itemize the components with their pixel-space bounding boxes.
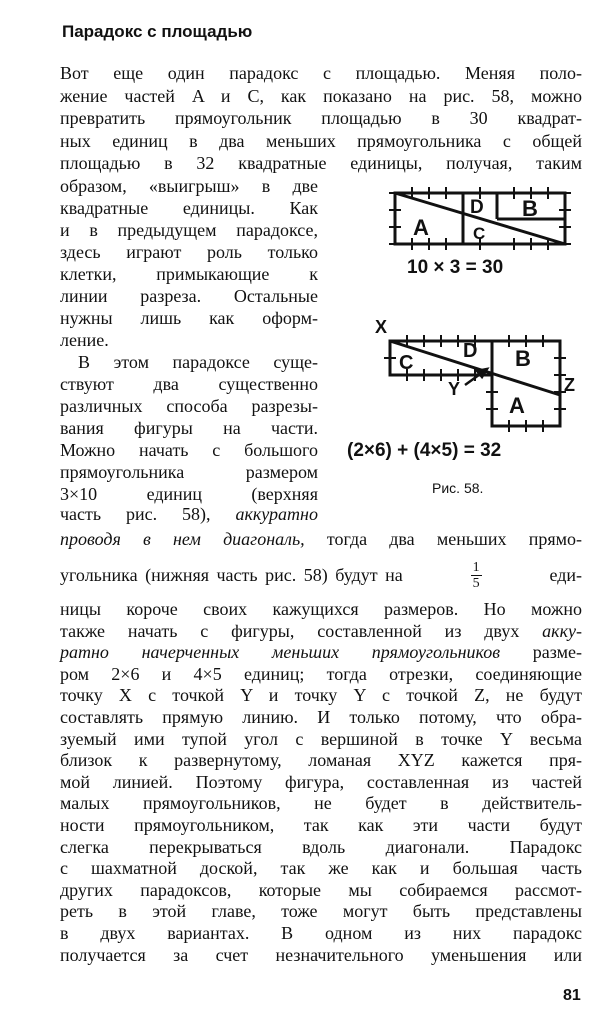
text-line: В этом парадоксе суще-	[78, 352, 318, 372]
figure-bottom	[345, 313, 590, 463]
text-fragment: мой линией. Поэтому фигура, составленная из частей	[60, 771, 582, 792]
text-fragment: других парадоксов, которые мы собираемся рассмот-	[60, 879, 582, 900]
label-z: Z	[564, 375, 575, 395]
label-b: B	[515, 346, 531, 371]
text-fragment: реть в этой главе, тоже могут быть представлены	[60, 901, 582, 922]
text-line	[60, 792, 582, 814]
text-line: жение частей A и C, как показано на рис. 58, можно	[60, 85, 582, 106]
equation-bottom: (2×6) + (4×5) = 32	[347, 440, 502, 461]
text-line: квадратные единицы. Как	[60, 198, 318, 218]
text-line: 3×10 единиц (верхняя	[60, 484, 318, 504]
text-line	[60, 900, 582, 922]
text-line: превратить прямоугольник площадью в 30 квадрат-	[60, 108, 582, 128]
text-line-with-fraction	[60, 556, 582, 594]
text-line: площадью в 32 квадратные единицы, получая, таким	[60, 153, 582, 173]
text-fragment: получается за счет незначительного уменьшения или	[60, 944, 582, 965]
text-line: линии разреза. Остальные	[60, 286, 318, 306]
text-fragment: с шахматной доской, так же как и большая часть	[60, 858, 582, 879]
italic-fragment: ратно начерченных меньших прямоугольников	[60, 642, 501, 663]
text-fragment: также начать с фигуры, составленной из двух	[60, 620, 543, 641]
text-line	[60, 944, 582, 966]
figure-caption: Рис. 58.	[432, 480, 484, 496]
text-fragment: близок к развернутому, ломаная XYZ кажется пря-	[60, 750, 582, 771]
text-line: ление.	[60, 330, 109, 350]
equation-top: 10 × 3 = 30	[407, 257, 504, 275]
text-line: нужны лишь как оформ-	[60, 308, 318, 328]
text-line	[60, 598, 582, 620]
italic-fragment: проводя в нем диагональ,	[60, 529, 305, 549]
text-line: ствуют два существенно	[60, 374, 318, 394]
fraction	[471, 560, 482, 591]
fraction-numerator: 1	[472, 559, 480, 575]
text-line: различных способа разрезы-	[60, 396, 318, 416]
figure-top	[385, 183, 585, 275]
text-fragment: зуемый ими тупой угол с вершиной в точке Y весьма	[60, 728, 582, 749]
text-line: образом, «выигрыш» в две	[60, 176, 318, 196]
text-line	[60, 879, 582, 901]
text-fragment: ром 2×6 и 4×5 единиц; тогда отрезки, соединяющие	[60, 663, 582, 684]
text-fragment: в двух вариантах. В одном из них парадокс	[60, 923, 582, 943]
text-fragment: угольника (нижняя часть рис. 58) будут на	[60, 565, 403, 585]
text-line	[60, 857, 582, 879]
label-y: Y	[448, 379, 461, 399]
text-fragment: точку X с точкой Y и точку Y с точкой Z, не будут	[60, 685, 582, 706]
text-line	[60, 728, 582, 750]
fraction-denominator: 5	[472, 575, 480, 591]
text-line	[60, 641, 582, 663]
text-line	[60, 771, 582, 793]
label-c: C	[399, 352, 414, 374]
text-line: Вот еще один парадокс с площадью. Меняя поло-	[60, 63, 582, 83]
label-d: D	[463, 340, 478, 362]
text-line	[60, 663, 582, 685]
text-fragment: часть рис. 58),	[60, 504, 211, 524]
text-fragment: ности прямоугольником, так как эти части будут	[60, 815, 582, 835]
text-line: и в предыдущем парадоксе,	[60, 220, 318, 240]
text-line: прямоугольника размером	[60, 462, 318, 482]
label-a: A	[413, 215, 429, 240]
label-b: B	[522, 196, 538, 221]
text-fragment: ницы короче своих кажущихся размеров. Но можно	[60, 599, 582, 619]
text-fragment: тогда два меньших прямо-	[326, 529, 583, 549]
text-line	[60, 922, 582, 944]
label-a: A	[509, 393, 525, 418]
text-line: клетки, примыкающие к	[60, 264, 318, 284]
text-line: вания фигуры на части.	[60, 418, 318, 438]
section-title: Парадокс с площадью	[62, 22, 253, 41]
text-line: Можно начать с большого	[60, 440, 318, 460]
text-fragment: слегка перекрываться вдоль диагонали. Парадокс	[60, 836, 582, 857]
text-line: ных единиц в два меньших прямоугольника с общей	[60, 130, 582, 151]
text-line	[60, 836, 582, 858]
page-number: 81	[563, 987, 581, 1004]
text-line: здесь играют роль только	[60, 242, 318, 262]
text-line	[60, 814, 582, 836]
label-x: X	[375, 317, 388, 337]
text-line	[60, 503, 318, 525]
label-d: D	[470, 197, 484, 218]
text-line	[60, 749, 582, 771]
text-line	[60, 528, 582, 550]
text-fragment: разме-	[500, 642, 582, 663]
text-fragment: малых прямоугольников, не будет в действитель-	[60, 793, 582, 814]
text-line	[60, 620, 582, 642]
text-line	[60, 684, 582, 706]
italic-fragment: акку-	[542, 620, 582, 641]
italic-fragment: аккуратно	[235, 504, 318, 524]
text-fragment: составлять прямую линию. И только потому, что обра-	[60, 707, 582, 727]
text-fragment: еди-	[549, 565, 582, 585]
label-c: C	[473, 224, 486, 243]
text-line	[60, 706, 582, 728]
